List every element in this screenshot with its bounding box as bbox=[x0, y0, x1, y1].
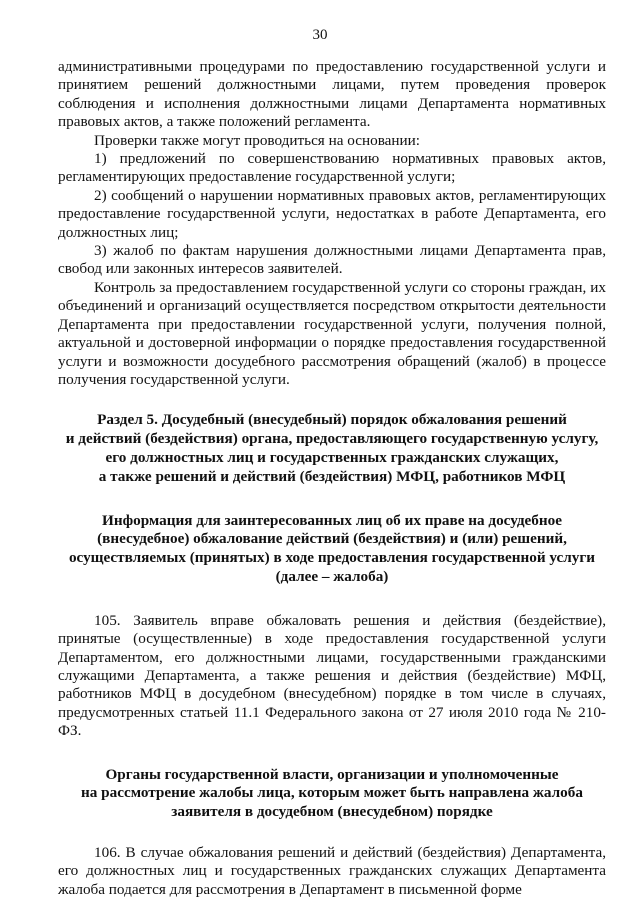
complaint-info-heading: Информация для заинтересованных лиц об их праве на досудебное (внесудебное) обжалование действий (бездействия) и (или) решений, осуществляемых (принятых) в ходе предоставления государственной услуги (далее – жалоба) bbox=[68, 511, 596, 585]
paragraph-105: 105. Заявитель вправе обжаловать решения и действия (бездействие), принятые (осуществленные) в ходе предоставления государственной услуги Департаментом, его должностными лицами, государственными гражданскими служащими Департамента, а также решения и действия (бездействие) МФЦ, работников МФЦ в досудебном (внесудебном) порядке в том числе в случаях, предусмотренных статьей 11.1 Федерального закона от 27 июля 2010 года № 210-ФЗ. bbox=[58, 611, 606, 740]
paragraph-item-2: 2) сообщений о нарушении нормативных правовых актов, регламентирующих предоставление государственной услуги, недостатках в работе Департамента, его должностных лиц; bbox=[58, 186, 606, 241]
paragraph-citizen-control: Контроль за предоставлением государственной услуги со стороны граждан, их объединений и организаций осуществляется посредством открытости деятельности Департамента при предоставлении государственной услуги, получения полной, актуальной и достоверной информации о порядке предоставления государственной услуги и возможности досудебного рассмотрения обращений (жалоб) в процессе получения государственной услуги. bbox=[58, 278, 606, 388]
section-5-heading: Раздел 5. Досудебный (внесудебный) порядок обжалования решений и действий (бездействия) органа, предоставляющего государственную услугу, его должностных лиц и государственных гражданских служащих, а также решений и действий (бездействия) МФЦ, работников МФЦ bbox=[65, 411, 599, 485]
authorities-heading: Органы государственной власти, организации и уполномоченные на рассмотрение жалобы лица, которым может быть направлена жалоба заявителя в досудебном (внесудебном) порядке bbox=[81, 765, 583, 821]
page-number: 30 bbox=[312, 27, 328, 43]
paragraph-checks-basis: Проверки также могут проводиться на основании: bbox=[94, 131, 421, 149]
paragraph-106: 106. В случае обжалования решений и действий (бездействия) Департамента, его должностных лиц и государственных гражданских служащих Департамента жалоба подается для рассмотрения в Департамент в письменной форме bbox=[58, 843, 606, 898]
document-body bbox=[58, 58, 606, 899]
paragraph-item-3: 3) жалоб по фактам нарушения должностными лицами Департамента прав, свобод или законных интересов заявителей. bbox=[58, 242, 606, 278]
paragraph-control-procedures: административными процедурами по предоставлению государственной услуги и принятием решений должностными лицами, путем проведения проверок соблюдения и исполнения должностными лицами Департамента нормативных правовых актов, а также положений регламента. bbox=[58, 58, 606, 131]
paragraph-item-1: 1) предложений по совершенствованию нормативных правовых актов, регламентирующих предоставление государственной услуги; bbox=[58, 150, 606, 186]
